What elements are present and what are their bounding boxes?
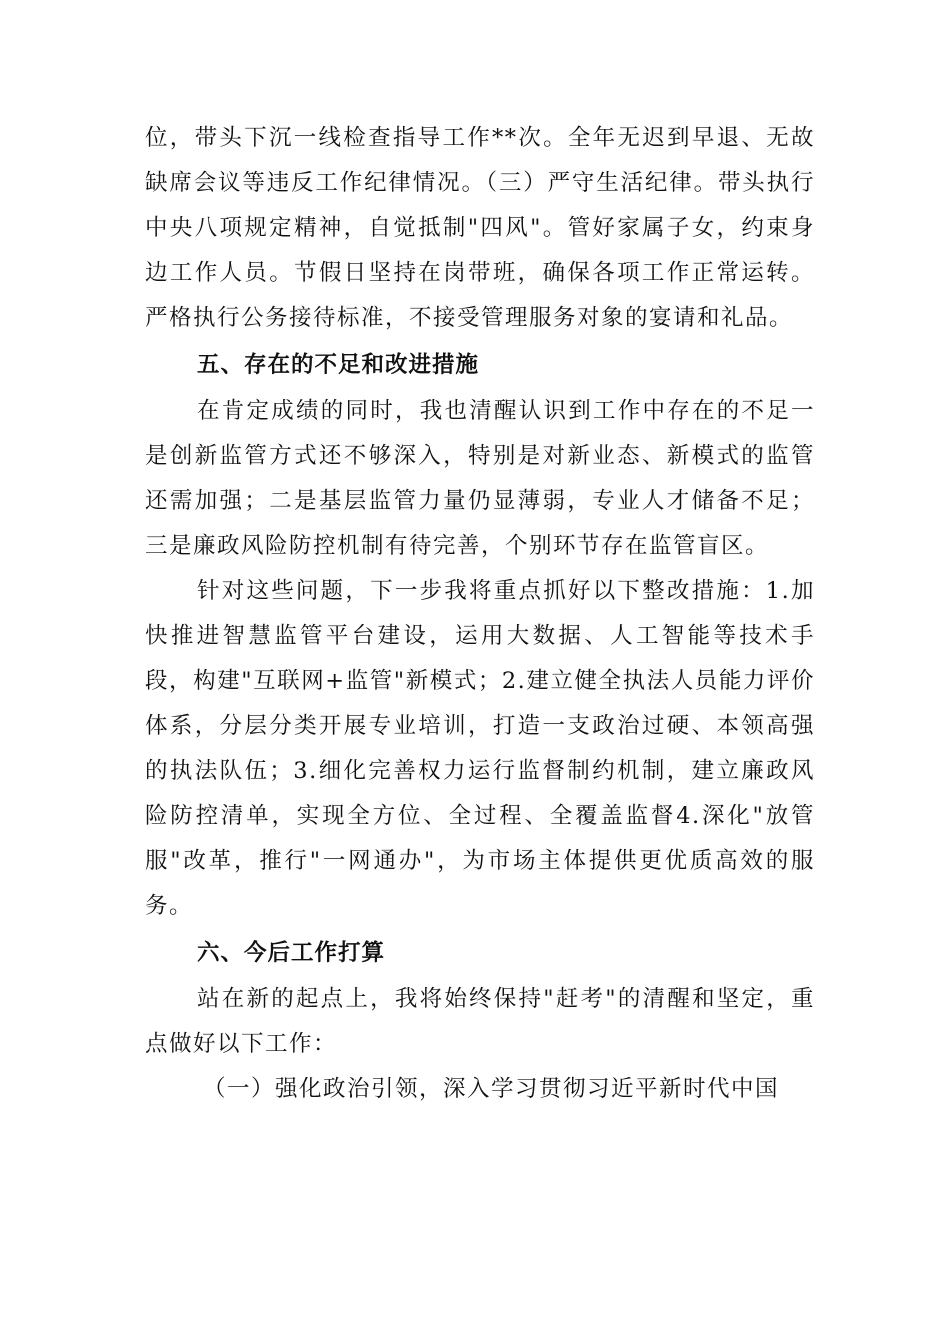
document-page [145,116,815,1112]
paragraph-work-discipline: 位，带头下沉一线检查指导工作**次。全年无迟到早退、无故缺席会议等违反工作纪律情况。（三）严守生活纪律。带头执行中央八项规定精神，自觉抵制"四风"。管好家属子女，约束身边工作人员。节假日坚持在岗带班，确保各项工作正常运转。严格执行公务接待标准，不接受管理服务对象的宴请和礼品。 [145,125,815,331]
section-heading-shortcomings: 五、存在的不足和改进措施 [197,352,480,378]
paragraph-shortcomings: 在肯定成绩的同时，我也清醒认识到工作中存在的不足一是创新监管方式还不够深入，特别是对新业态、新模式的监管还需加强；二是基层监管力量仍显薄弱，专业人才储备不足；三是廉政风险防控机制有待完善，个别环节存在监管盲区。 [145,398,815,559]
section-heading-future-plans: 六、今后工作打算 [197,940,386,966]
paragraph-rectification-measures: 针对这些问题，下一步我将重点抓好以下整改措施：1.加快推进智慧监管平台建设，运用大数据、人工智能等技术手段，构建"互联网+监管"新模式；2.建立健全执法人员能力评价体系，分层分类开展专业培训，打造一支政治过硬、本领高强的执法队伍；3.细化完善权力运行监督制约机制，建立廉政风险防控清单，实现全方位、全过程、全覆盖监督4.深化"放管服"改革，推行"一网通办"，为市场主体提供更优质高效的服务。 [145,578,815,919]
paragraph-future-item-1: （一）强化政治引领，深入学习贯彻习近平新时代中国 [203,1076,780,1102]
paragraph-future-intro: 站在新的起点上，我将始终保持"赶考"的清醒和坚定，重点做好以下工作： [145,986,815,1057]
